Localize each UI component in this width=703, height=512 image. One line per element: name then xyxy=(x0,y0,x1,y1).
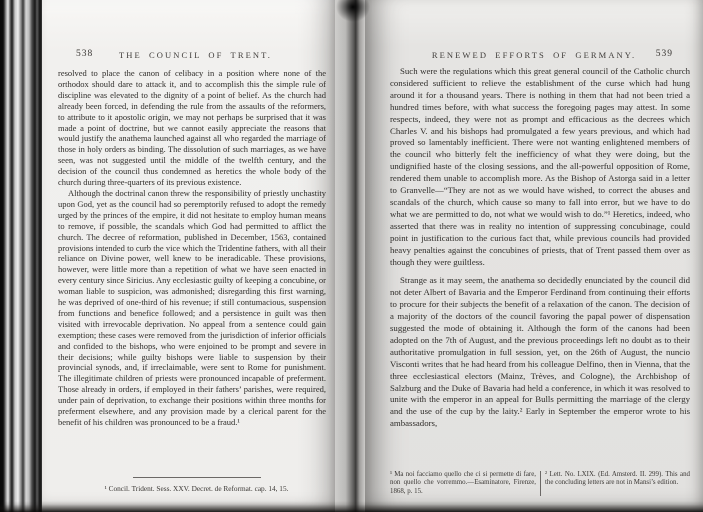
running-header-right xyxy=(365,50,703,64)
paragraph: Although the doctrinal canon threw the responsibility of priestly unchastity upon God, yet as the council had so peremptorily refused to adopt the remedy urged by the princes of the empire, it did not hesitate to employ human means to remove, if possible, the scandals which God had permitted to afflict the church. The decree of reformation, published in December, 1563, contained provisions intended to curb the vice which the Tridentine fathers, with all their reliance on Divine power, well knew to be ineradicable. These provisions, however, were little more than a repetition of what we have seen enacted in every century since Siricius. Any ecclesiastic guilty of keeping a concubine, or woman liable to suspicion, was admonished; disregarding this first warning, he was deprived of one-third of his revenue; if still contumacious, suspension from functions and benefice followed; and a persistence in guilt was then visited with irrevocable deprivation. No appeal from a sentence could gain exemption; these cases were removed from the jurisdiction of inferior officials and confided to the bishops, who were enjoined to be prompt and severe in their decisions; while guilty bishops were liable to suspension by their provincial synods, and, if irreclaimable, were sent to Rome for punishment. The illegitimate children of priests were pronounced incapable of preferment. Those already in orders, if employed in their fathers’ parishes, were required, under pain of deprivation, to exchange their positions within three months for preferment elsewhere, and any provision made by a clerical parent for the benefit of his children was pronounced to be a fraud.¹ xyxy=(58,187,326,427)
running-title-left: THE COUNCIL OF TRENT. xyxy=(118,50,273,60)
footnote: ² Lett. No. LXIX. (Ed. Amsterd. II. 299). This and the concluding letters are not in Mansi’s edition. xyxy=(540,471,690,496)
page-left xyxy=(42,0,335,512)
book-page-edges xyxy=(0,0,42,512)
page-right xyxy=(365,0,703,512)
page-number-left: 538 xyxy=(76,49,94,59)
footnote: ¹ Ma noi facciamo quello che ci si permette di fare, non quello che vorremmo.—Esaminatore, Firenze, 1868, p. 15. xyxy=(390,471,536,495)
body-text-left xyxy=(58,68,326,472)
paragraph: Strange as it may seem, the anathema so decidedly enunciated by the council did not deter Albert of Bavaria and the Emperor Ferdinand from continuing their efforts to procure for their subjects the benefit of a relaxation of the canon. The decision of a majority of the doctors of the council favoring the papal power of dispensation suggested the mode of obtaining it. Although the form of the canons had been adopted on the 7th of August, and the previous proceedings left no doubt as to their authoritative promulgation in full session, yet, on the 26th of August, the nuncio Visconti writes that he had heard from his colleague Delfino, then in Vienna, that the three ecclesiastical electors (Mainz, Trèves, and Cologne), the Archbishop of Salzburg and the Duke of Bavaria had held a conference, in which it was resolved to unite with the emperor in an appeal for Bulls permitting the marriage of the clergy and the use of the cup by the laity.² Early in September the emperor wrote to his ambassadors, xyxy=(390,275,690,429)
footnote-rule xyxy=(133,477,261,478)
footnotes xyxy=(390,471,690,496)
footnote: ¹ Concil. Trident. Sess. XXV. Decret. de Reformat. cap. 14, 15. xyxy=(104,484,289,493)
running-header-left xyxy=(42,50,335,64)
running-title-right: RENEWED EFFORTS OF GERMANY. xyxy=(431,50,637,60)
paragraph: Such were the regulations which this great general council of the Catholic church considered sufficient to relieve the establishment of the curse which had hung around it for a thousand years. There is nothing in them that had not been tried a hundred times before, with what success the foregoing pages may attest. In some respects, indeed, they were not as prompt and efficacious as the decrees which Charles V. and his bishops had promulgated a few years previous, and which had proved so lamentably inefficient. There were not wanting enlightened members of the council who bitterly felt the inefficiency of what they were doing, but the undignified haste of the closing sessions, and the all-powerful opposition of Rome, rendered them unable to accomplish more. As the Bishop of Astorga said in a letter to Granvelle—“They are not as we would have wished, to correct the abuses and scandals of the church, which cause so many to fall into error, but we have to do what we are permitted to do, not what we would wish to do.”¹ Heretics, indeed, who asserted that there was in reality no intention of suppressing concubinage, could point in justification to the curious fact that, while previous councils had provided heavy penalties against the concubines of priests, that of Trent passed them over as though they were guiltless. xyxy=(390,66,690,267)
body-text-right xyxy=(390,66,690,466)
paragraph: resolved to place the canon of celibacy in a position where none of the orthodox should dare to attack it, and to accomplish this the simple rule of discipline was elevated to the dignity of a point of belief. As the church had already been forced, in defending the rule from the assaults of the reformers, to attribute to it apostolic origin, we may not perhaps be surprised that it was made a point of doctrine, but we cannot easily appreciate the reasons that would justify the anathema launched against all who regarded the marriage of those in holy orders as binding. The dissolution of such marriages, as we have seen, was not suggested until the middle of the twelfth century, and the decision of the council thus condemned as heretics the whole body of the church during three-quarters of its previous existence. xyxy=(58,68,326,188)
page-number-right: 539 xyxy=(655,49,673,59)
